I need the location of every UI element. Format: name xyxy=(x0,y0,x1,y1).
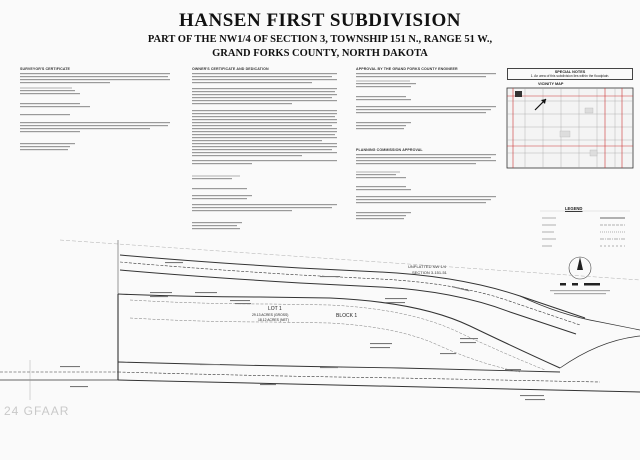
lot-label: LOT 1 xyxy=(268,306,282,312)
legend-title: LEGEND xyxy=(565,206,583,211)
special-notes-line-1: 1. An area of this subdivision lies within the floodplain. xyxy=(530,74,610,78)
vicinity-map-label: VICINITY MAP xyxy=(538,82,564,86)
surveyor-text-block xyxy=(20,73,170,150)
approval-text-block xyxy=(356,73,496,219)
commission-heading: PLANNING COMMISSION APPROVAL xyxy=(356,148,423,152)
block-label: BLOCK 1 xyxy=(336,313,358,319)
plat-title: HANSEN FIRST SUBDIVISION xyxy=(179,10,461,31)
owner-text-block xyxy=(192,73,337,229)
unplatted-section: SECTION 3-151-51 xyxy=(412,270,447,275)
surveyor-certificate-heading: SURVEYOR'S CERTIFICATE xyxy=(20,67,71,71)
watermark: 24 GFAAR xyxy=(4,404,70,418)
unplatted-label: UNPLATTED NW 1/4 xyxy=(408,264,446,269)
special-notes-heading: SPECIAL NOTES xyxy=(554,70,586,74)
plat-subtitle-2: GRAND FORKS COUNTY, NORTH DAKOTA xyxy=(212,48,428,59)
lot-area: 29.13 ACRES (GROSS) xyxy=(252,313,289,317)
plat-subtitle-1: PART OF THE NW1/4 OF SECTION 3, TOWNSHIP 151 N., RANGE 51 W., xyxy=(147,34,493,45)
plat-boundaries xyxy=(0,240,640,400)
owner-certificate-heading: OWNER'S CERTIFICATE AND DEDICATION xyxy=(192,67,269,71)
approval-heading: APPROVAL BY THE GRAND FORKS COUNTY ENGINEER xyxy=(356,67,458,71)
lot-area-net: 18.12 ACRES (NET) xyxy=(258,318,289,322)
vicinity-map xyxy=(507,88,633,168)
legend xyxy=(540,211,630,294)
